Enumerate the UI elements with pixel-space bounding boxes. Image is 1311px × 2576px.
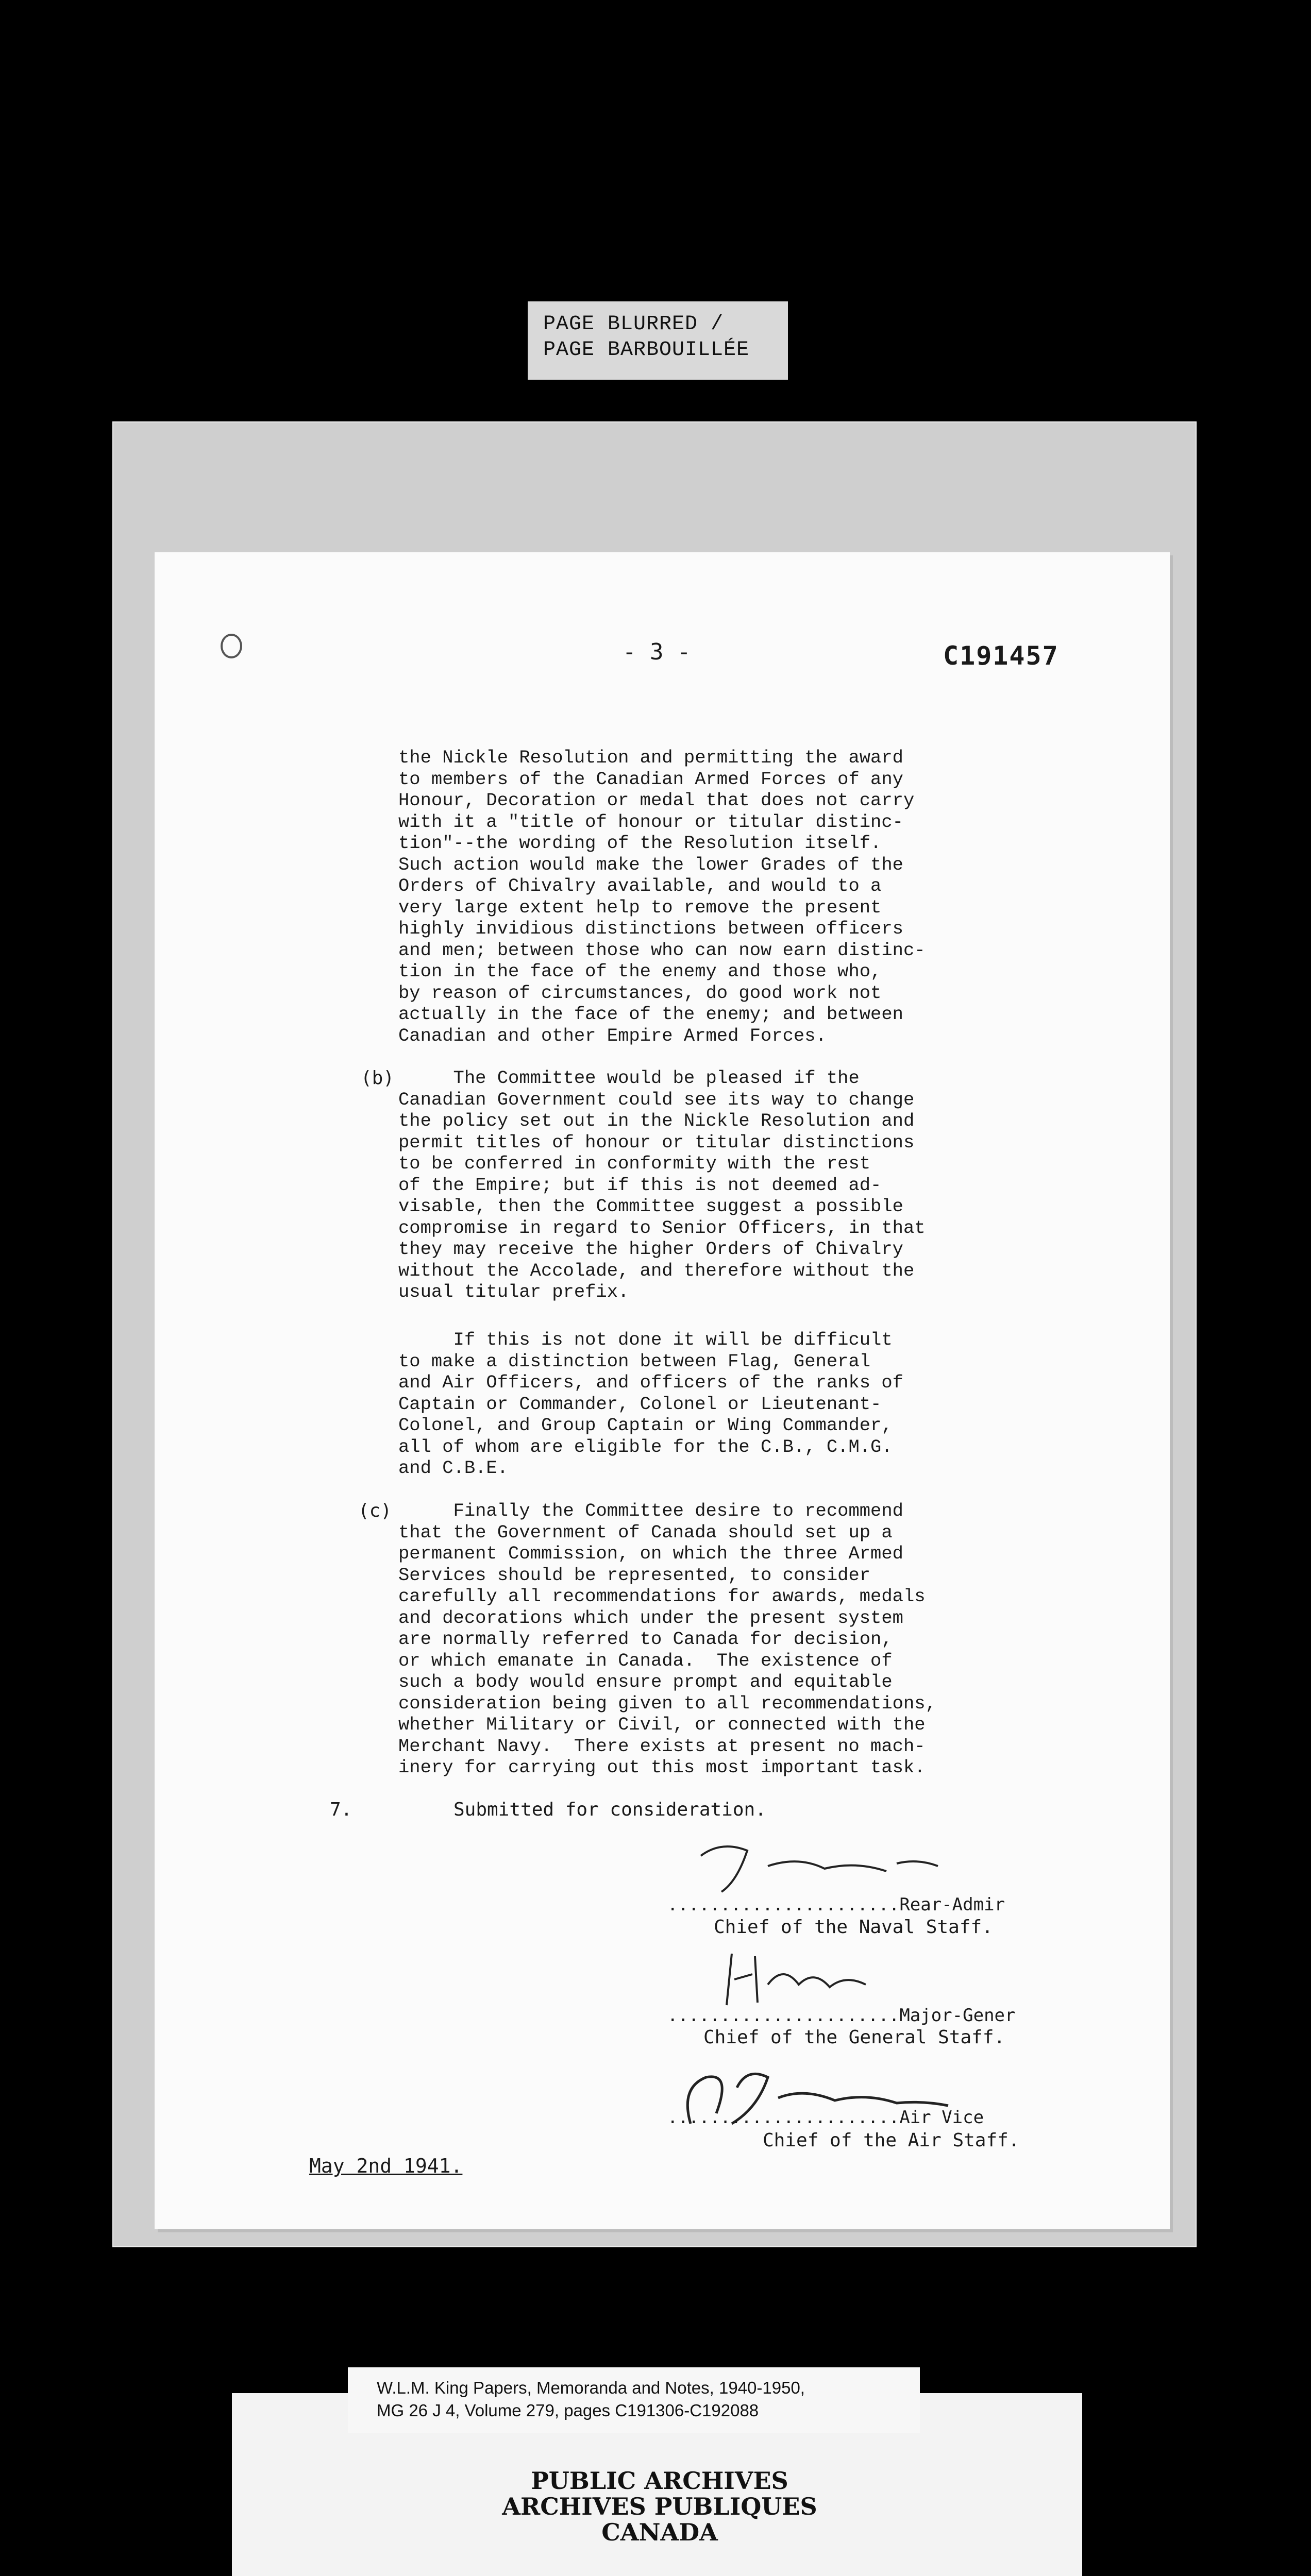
naval-signature-icon: [691, 1835, 948, 1897]
archive-caption: [348, 2367, 920, 2433]
general-signature-title: Chief of the General Staff.: [703, 2027, 1005, 2048]
label-line-2: PAGE BARBOUILLÉE: [543, 338, 750, 362]
item-c-paragraph: Finally the Committee desire to recommend that the Government of Canada should set up a permanent Commission, on which the three Armed Services should be represented, to consider carefully all recommendations for awards, medals and decorations which under the present system are normally referred to Canada for decision, or which emanate in Canada. The existence of such a body would ensure prompt and equitable consideration being given to all recommendations, whether Military or Civil, or connected with the Merchant Navy. There exists at present no mach- inery for carrying out this most important task.: [398, 1500, 936, 1778]
air-signature-title: Chief of the Air Staff.: [763, 2130, 1020, 2151]
archive-stamp: [402, 2468, 917, 2545]
document-date: May 2nd 1941.: [309, 2155, 463, 2177]
page-number: - 3 -: [623, 639, 691, 665]
stamp-line-1: PUBLIC ARCHIVES: [531, 2467, 788, 2495]
stamp-line-3: CANADA: [601, 2518, 718, 2546]
item-b-paragraph: The Committee would be pleased if the Canadian Government could see its way to change the policy set out in the Nickle Resolution and permit titles of honour or titular distinctions to be conferred in conformity with the rest of the Empire; but if this is not deemed ad- visable, then the Committee suggest a possible compromise in regard to Senior Officers, in that they may receive the higher Orders of Chivalry without the Accolade, and therefore without the usual titular prefix.: [398, 1067, 926, 1302]
naval-signature-title: Chief of the Naval Staff.: [714, 1917, 993, 1938]
document-page: [155, 552, 1170, 2229]
general-signature-line: ......................Major-Gener: [667, 2005, 1016, 2026]
naval-signature-line: ......................Rear-Admir: [667, 1894, 1005, 1915]
air-signature-line: ......................Air Vice: [667, 2107, 984, 2128]
general-signature-icon: [711, 1943, 886, 2010]
document-reference: C191457: [943, 641, 1059, 671]
caption-line-2: MG 26 J 4, Volume 279, pages C191306-C192088: [377, 2401, 759, 2420]
intro-paragraph: the Nickle Resolution and permitting the award to members of the Canadian Armed Forces of any Honour, Decoration or medal that does not carry with it a "title of honour or titular distinc- tion"--the wording of the Resolution itself. Such action would make the lower Grades of the Orders of Chivalry available, and would to a very large extent help to remove the present highly invidious distinctions between officers and men; between those who can now earn distinc- tion in the face of the enemy and those who, by reason of circumstances, do good work not actually in the face of the enemy; and between Canadian and other Empire Armed Forces.: [398, 747, 926, 1046]
item-b-followup: If this is not done it will be difficult to make a distinction between Flag, General and Air Officers, and officers of the ranks of Captain or Commander, Colonel or Lieutenant- Colonel, and Group Captain or Wing Commander, all of whom are eligible for the C.B., C.M.G. and C.B.E.: [398, 1329, 903, 1479]
caption-line-1: W.L.M. King Papers, Memoranda and Notes, 1940-1950,: [377, 2378, 805, 2397]
item-7-number: 7.: [330, 1799, 352, 1820]
stamp-line-2: ARCHIVES PUBLIQUES: [502, 2493, 817, 2520]
item-b-marker: (b): [361, 1067, 395, 1089]
item-c-marker: (c): [358, 1500, 392, 1521]
punch-hole-icon: [221, 634, 242, 658]
page-blurred-label: [528, 301, 788, 380]
label-line-1: PAGE BLURRED /: [543, 313, 724, 336]
item-7-text: Submitted for consideration.: [453, 1799, 766, 1820]
